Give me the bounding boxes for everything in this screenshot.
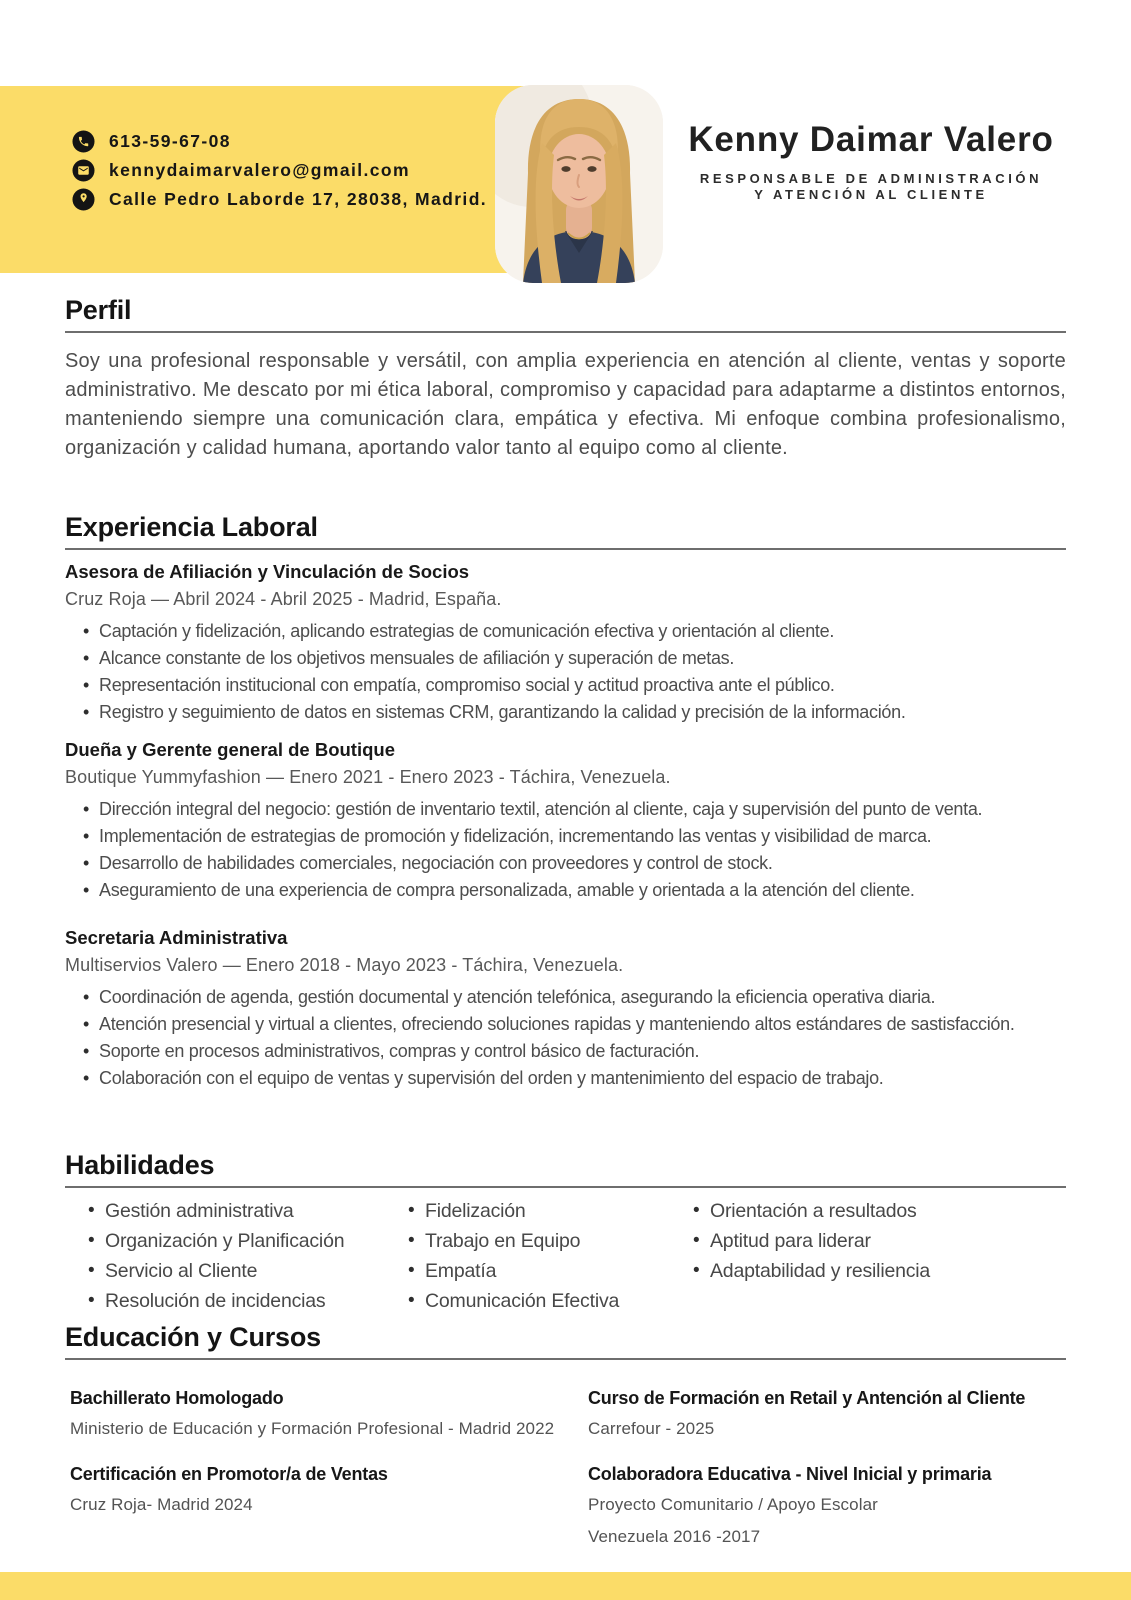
skill-item: • Orientación a resultados <box>670 1196 1066 1226</box>
portrait-illustration <box>495 85 663 283</box>
section-perfil <box>65 295 1066 463</box>
job-bullet: • Atención presencial y virtual a clientes, ofreciendo soluciones rapidas y manteniendo altos estándares de sastisfacción. <box>65 1011 1066 1038</box>
job-meta: Boutique Yummyfashion — Enero 2021 - Enero 2023 - Táchira, Venezuela. <box>65 767 671 787</box>
skill-item: • Organización y Planificación <box>65 1226 385 1256</box>
job-bullets <box>65 984 1066 1092</box>
skill-item: • Servicio al Cliente <box>65 1256 385 1286</box>
person-title-line2: Y ATENCIÓN AL CLIENTE <box>754 186 988 202</box>
person-title <box>662 171 1080 202</box>
job-title: Secretaria Administrativa <box>65 927 288 948</box>
job-bullets <box>65 796 1066 904</box>
job-title: Asesora de Afiliación y Vinculación de Socios <box>65 561 470 582</box>
habilidades-heading: Habilidades <box>65 1150 215 1180</box>
job-bullet: • Representación institucional con empatía, compromiso social y actitud proactiva ante el público. <box>65 672 1066 699</box>
job-bullet: • Desarrollo de habilidades comerciales, negociación con proveedores y control de stock. <box>65 850 1066 877</box>
educacion-heading: Educación y Cursos <box>65 1322 321 1352</box>
job-meta: Multiservios Valero — Enero 2018 - Mayo 2023 - Táchira, Venezuela. <box>65 955 624 975</box>
job-meta: Cruz Roja — Abril 2024 - Abril 2025 - Madrid, España. <box>65 589 502 609</box>
phone-icon <box>72 130 95 153</box>
email-icon <box>72 159 95 182</box>
skill-item: • Empatía <box>385 1256 670 1286</box>
skill-item: • Resolución de incidencias <box>65 1286 385 1316</box>
education-detail: Proyecto Comunitario / Apoyo Escolar <box>588 1495 878 1514</box>
contact-phone-text: 613-59-67-08 <box>109 130 231 151</box>
education-entry <box>70 1462 585 1518</box>
education-entry <box>588 1386 1066 1442</box>
profile-photo <box>495 85 663 283</box>
header-name-block <box>662 120 1080 202</box>
contact-address-text: Calle Pedro Laborde 17, 28038, Madrid. <box>109 188 488 209</box>
job-bullet: • Soporte en procesos administrativos, compras y control básico de facturación. <box>65 1038 1066 1065</box>
job-entry <box>65 926 1066 1092</box>
skill-item: • Trabajo en Equipo <box>385 1226 670 1256</box>
skill-item: • Gestión administrativa <box>65 1196 385 1226</box>
contact-address <box>72 188 487 210</box>
person-name: Kenny Daimar Valero <box>688 120 1054 159</box>
education-column-left <box>70 1360 585 1518</box>
job-entry <box>65 738 1066 904</box>
contact-block <box>72 130 487 210</box>
skill-item: • Aptitud para liderar <box>670 1226 1066 1256</box>
section-rule <box>65 331 1066 333</box>
education-entry <box>70 1386 585 1442</box>
perfil-paragraph: Soy una profesional responsable y versátil, con amplia experiencia en atención al cliente, ventas y soporte administrativo. Me descato por mi ética laboral, compromiso y capacidad para adaptarme a distintos entornos, manteniendo siempre una comunicación clara, empática y efectiva. Mi enfoque combina profesionalismo, organización y calidad humana, aportando valor tanto al equipo como al cliente. <box>65 350 1066 459</box>
section-rule <box>65 548 1066 550</box>
job-bullets <box>65 618 1066 726</box>
job-entry <box>65 560 1066 726</box>
education-detail: Venezuela 2016 -2017 <box>588 1527 761 1546</box>
section-educacion <box>65 1322 1066 1546</box>
skill-item: • Comunicación Efectiva <box>385 1286 670 1316</box>
location-icon <box>72 188 95 211</box>
education-detail: Ministerio de Educación y Formación Profesional - Madrid 2022 <box>70 1419 555 1438</box>
contact-email-text: kennydaimarvalero@gmail.com <box>109 159 410 180</box>
job-bullet: • Colaboración con el equipo de ventas y supervisión del orden y mantenimiento del espacio de trabajo. <box>65 1065 1066 1092</box>
contact-email <box>72 159 487 181</box>
footer-band <box>0 1572 1131 1600</box>
skills-columns <box>65 1196 1066 1316</box>
skill-item: • Adaptabilidad y resiliencia <box>670 1256 1066 1286</box>
education-title: Colaboradora Educativa - Nivel Inicial y primaria <box>588 1464 992 1484</box>
job-bullet: • Aseguramiento de una experiencia de compra personalizada, amable y orientada a la atención del cliente. <box>65 877 1066 904</box>
job-bullet: • Implementación de estrategias de promoción y fidelización, incrementando las ventas y visibilidad de marca. <box>65 823 1066 850</box>
contact-phone <box>72 130 487 152</box>
person-title-line1: RESPONSABLE DE ADMINISTRACIÓN <box>699 171 1043 186</box>
skill-item: • Fidelización <box>385 1196 670 1226</box>
job-bullet: • Coordinación de agenda, gestión documental y atención telefónica, asegurando la eficiencia operativa diaria. <box>65 984 1066 1011</box>
job-bullet: • Captación y fidelización, aplicando estrategias de comunicación efectiva y orientación al cliente. <box>65 618 1066 645</box>
job-bullet: • Registro y seguimiento de datos en sistemas CRM, garantizando la calidad y precisión de la información. <box>65 699 1066 726</box>
education-detail: Cruz Roja- Madrid 2024 <box>70 1495 253 1514</box>
education-title: Certificación en Promotor/a de Ventas <box>70 1464 388 1484</box>
experiencia-heading: Experiencia Laboral <box>65 512 318 542</box>
section-habilidades <box>65 1150 1066 1316</box>
education-column-right <box>588 1360 1066 1550</box>
perfil-heading: Perfil <box>65 295 132 325</box>
job-title: Dueña y Gerente general de Boutique <box>65 739 395 760</box>
education-entry <box>588 1462 1066 1550</box>
skills-column <box>385 1196 670 1316</box>
section-experiencia <box>65 512 1066 1092</box>
skills-column <box>670 1196 1066 1316</box>
education-detail: Carrefour - 2025 <box>588 1419 715 1438</box>
job-bullet: • Dirección integral del negocio: gestión de inventario textil, atención al cliente, caja y supervisión del punto de venta. <box>65 796 1066 823</box>
education-title: Curso de Formación en Retail y Antención al Cliente <box>588 1388 1026 1408</box>
job-bullet: • Alcance constante de los objetivos mensuales de afiliación y superación de metas. <box>65 645 1066 672</box>
section-rule <box>65 1186 1066 1188</box>
skills-column <box>65 1196 385 1316</box>
education-title: Bachillerato Homologado <box>70 1388 284 1408</box>
